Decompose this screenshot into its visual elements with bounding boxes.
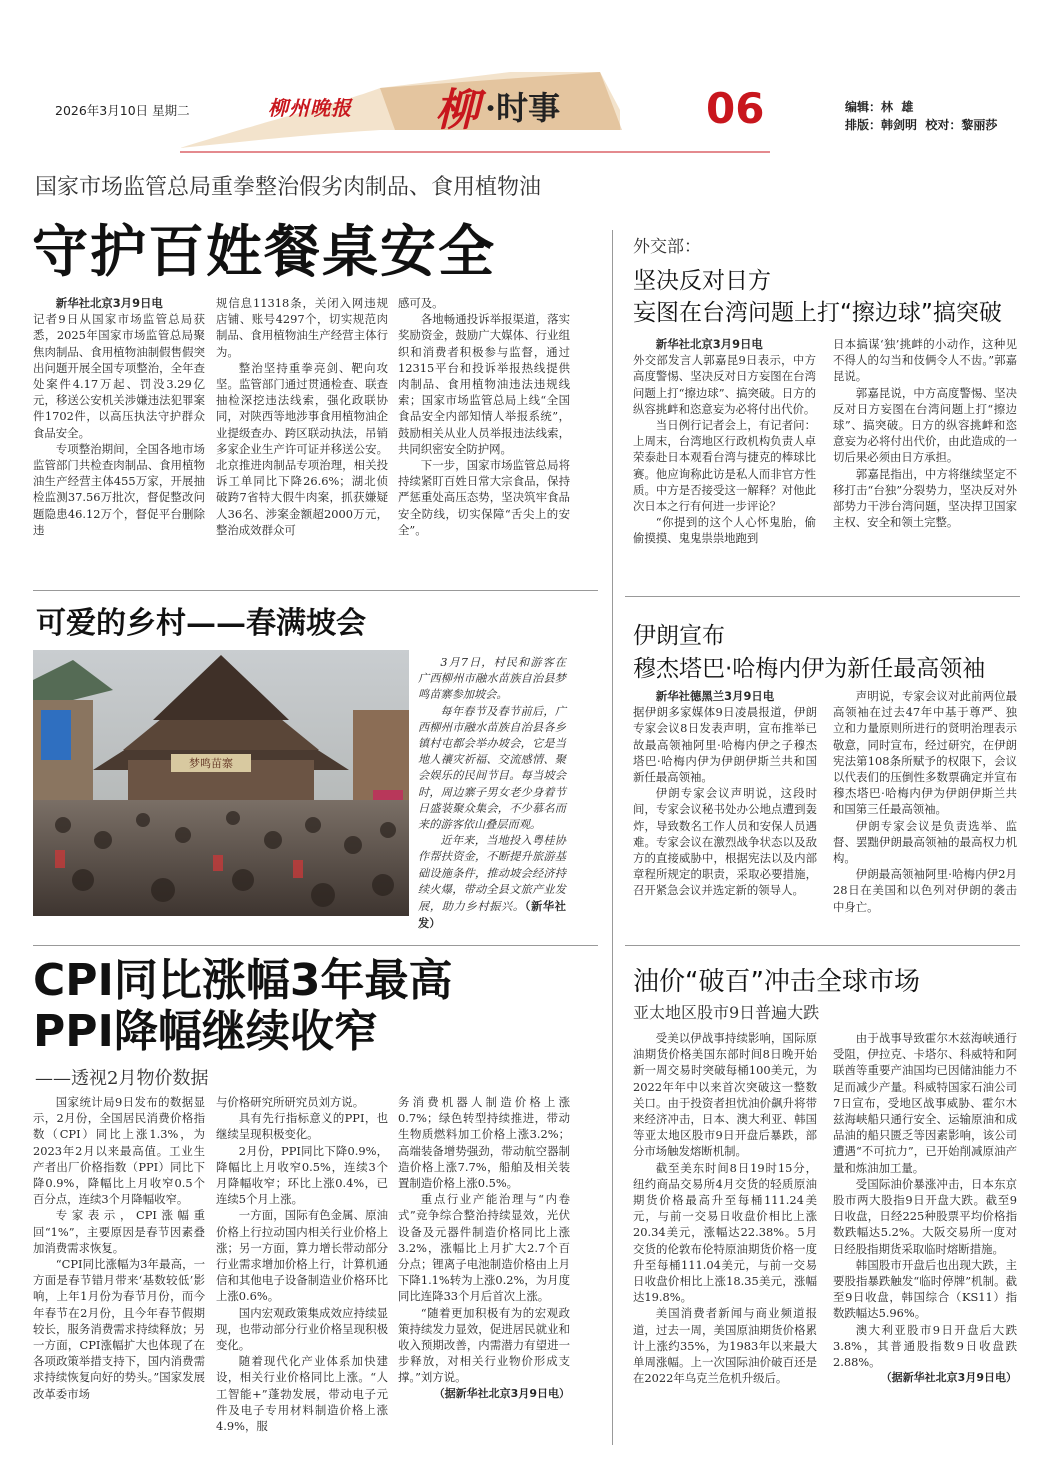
iran-title-line1: 伊朗宣布 [633,623,725,649]
paragraph: 声明说，专家会议对此前两位最高领袖在过去47年中基于尊严、独立和力量原则所进行的贤明治理表示敬意，同时宣布，经过研究，在伊朗宪法第108条所赋予的权限下，会议以代表们的压倒性多数票确定并宣布穆杰塔巴·哈梅内伊为伊朗伊斯兰共和国第三任最高领袖。 [833,689,1017,817]
section-char: 柳 [435,85,479,136]
paragraph: 2月份，PPI同比下降0.9%，降幅比上月收窄0.5%，连续3个月降幅收窄；环比上涨0.4%，已连续5个月上涨。 [216,1143,388,1207]
paragraph: 下一步，国家市场监管总局将持续紧盯百姓日常大宗食品，保持严惩重处高压态势，坚决筑牢食品安全防线，切实保障“舌尖上的安全”。 [398,458,570,537]
dateline: 新华社北京3月9日电 [55,296,163,310]
photo-sign: 梦鸣苗寨 [189,757,233,770]
paragraph: 国家统计局9日发布的数据显示，2月份，全国居民消费价格指数（CPI）同比上涨1.3%，为2023年2月以来最高值。工业生产者出厂价格指数（PPI）同比下降0.9%，降幅比上月收窄0.5个百分点，连续3个月降幅收窄。 [33,1095,205,1207]
column-divider [612,230,613,1445]
dateline: 新华社德黑兰3月9日电 [655,689,775,703]
food-headline: 守护百姓餐桌安全 [32,220,496,285]
paragraph: 一方面，国际有色金属、原油价格上行拉动国内相关行业价格上涨；另一方面，算力增长带动部分行业需求增加价格上行，计算机通信和其他电子设备制造业价格环比上涨0.6%。 [216,1208,388,1304]
paragraph: 务消费机器人制造价格上涨0.7%；绿色转型持续推进，带动生物质燃料加工价格上涨3.2%；高端装备增势强劲，带动航空器制造价格上涨7.7%，船舶及相关装置制造价格上涨0.5%。 [398,1095,570,1191]
paper-name-logo: 柳州晚报 [268,96,352,120]
food-col-2 [216,295,388,538]
paragraph: “CPI同比涨幅为3年最高，一方面是春节错月带来‘基数较低’影响，上年1月份为春节月份，而今年春节在2月份，且今年春节假期较长，服务消费需求持续释放；另一方面，CPI涨幅扩大也体现了在各项政策举措支持下，国内消费需求持续恢复向好的势头。”国家发展改革委市场 [33,1257,205,1401]
section-divider [625,945,1020,946]
paragraph: “随着更加积极有为的宏观政策持续发力显效，促进居民就业和收入预期改善，内需潜力有望进一步释放，对相关行业物价形成支撑。”刘方说。 [398,1305,570,1385]
paragraph: “你提到的这个人心怀鬼胎，偷偷摸摸、鬼鬼祟祟地跑到 [633,515,816,546]
paragraph: 整治坚持重拳亮剑、靶向攻坚。监管部门通过贯通检查、联查抽检深挖违法线索，强化政联协同，对陕西等地涉事食用植物油企业提级查办、跨区联动执法，吊销多家企业生产许可证并移送公安。北京推进肉制品专项治理，相关投诉工单同比下降26.6%；湖北侦破跨7省特大假牛肉案，抓获嫌疑人36名、涉案金额超2000万元，整治成效群众可 [216,360,388,537]
cpi-col-1 [33,1094,205,1402]
page-number: 06 [706,84,765,133]
paragraph: 专家表示，CPI涨幅重回“1%”，主要原因是春节因素叠加消费需求恢复。 [33,1208,205,1255]
iran-col-1 [633,688,817,899]
photo-credit: （新华社发） [418,899,566,931]
issue-date: 2026年3月10日 星期二 [55,103,190,118]
cpi-headline-line1: CPI同比涨幅3年最高 [33,955,453,1006]
iran-title-line2: 穆杰塔巴·哈梅内伊为新任最高领袖 [633,656,986,682]
paragraph: 由于战事导致霍尔木兹海峡通行受阻，伊拉克、卡塔尔、科威特和阿联酋等重要产油国均已因储油能力不足而减少产量。科威特国家石油公司7日宣布，受地区战事威胁、霍尔木兹海峡船只通行安全、运输原油和成品油的船只匮乏等因素影响，该公司遭遇“不可抗力”，已开始削减原油产量和炼油加工量。 [833,1031,1017,1175]
oil-col-1 [633,1030,817,1386]
paragraph: 受国际油价暴涨冲击，日本东京股市两大股指9日开盘大跌。截至9日收盘，日经225种股票平均价格指数跌幅达5.2%。大阪交易所一度对日经股指期货采取临时熔断措施。 [833,1176,1017,1256]
paragraph: 具有先行指标意义的PPI，也继续呈现积极变化。 [216,1111,388,1142]
village-caption [418,655,566,932]
paragraph: 感可及。 [398,296,444,310]
food-col-3 [398,295,570,538]
paragraph [418,833,566,932]
paragraph: 伊朗专家会议声明说，这段时间，专家会议秘书处办公地点遭到轰炸，导致数名工作人员和安保人员遇难。专家会议在激烈战争状态以及敌方的直接威胁中，根据宪法以及内部章程所规定的职责，采取必要措施，召开紧急会议并选定新的领导人。 [633,786,817,898]
paragraph: 截至美东时间8日19时15分，纽约商品交易所4月交货的轻质原油期货价格最高升至每桶111.24美元，与前一交易日收盘价相比上涨20.34美元，涨幅达22.38%。5月交货的伦敦布伦特原油期货价格一度升至每桶111.04美元，与前一交易日收盘价相比上涨18.35美元，涨幅达19.8%。 [633,1160,817,1305]
paragraph: 记者9日从国家市场监管总局获悉，2025年国家市场监管总局聚焦肉制品、食用植物油制假售假突出问题开展全国专项整治，全年查处案件4.17万起、罚没3.29亿元，移送公安机关涉嫌违法犯罪案件1702件，以高压执法守护群众食品安全。 [33,312,205,440]
mofa-kicker: 外交部： [633,237,701,257]
caption-text: 近年来，当地投入粤桂协作帮扶资金，不断提升旅游基础设施条件，推动坡会经济持续火爆，带动全县文旅产业发展，助力乡村振兴。 [418,834,566,914]
section-name: ·时事 [485,89,561,127]
paragraph: 受美以伊战事持续影响，国际原油期货价格美国东部时间8日晚开始新一周交易时突破每桶100美元，为2022年年中以来首次突破这一整数关口。由于投资者担忧油价飙升将带来经济冲击，日本、澳大利亚、韩国等亚太地区股市9日开盘后暴跌，部分市场触发熔断机制。 [633,1031,817,1159]
cpi-col-2 [216,1094,388,1434]
oil-subhead: 亚太地区股市9日普遍大跌 [633,1003,820,1022]
mofa-col-1 [633,336,816,547]
village-headline: 可爱的乡村——春满坡会 [36,606,366,641]
food-kicker: 国家市场监管总局重拳整治假劣肉制品、食用植物油 [35,175,542,200]
source-credit: （据新华社北京3月9日电） [433,1386,570,1400]
paragraph: 韩国股市开盘后也出现大跌，主要股指暴跌触发“临时停牌”机制。截至9日收盘，韩国综合（KS11）指数跌幅达5.96%。 [833,1257,1017,1321]
village-photo [33,650,409,916]
paragraph: 当日例行记者会上，有记者问：上周末，台湾地区行政机构负责人卓荣泰赴日本观看台湾与捷克的棒球比赛。他应询称此访是私人而非官方性质。中方是否接受这一解释？对他此次日本之行有何进一步评论？ [633,418,816,514]
section-divider [33,590,598,591]
paragraph: 各地畅通投诉举报渠道，落实奖励资金，鼓励广大媒体、行业组织和消费者积极参与监督，通过12315平台和投诉举报热线提供肉制品、食用植物油违法违规线索；国家市场监管总局上线“全国食品安全内部知情人举报系统”，鼓励相关从业人员举报违法线索，共同织密安全防护网。 [398,312,570,456]
oil-col-2 [833,1030,1017,1386]
mofa-title-line1: 坚决反对日方 [633,268,771,294]
iran-col-2 [833,688,1017,915]
paragraph: 伊朗专家会议是负责选举、监督、罢黜伊朗最高领袖的最高权力机构。 [833,818,1017,866]
oil-headline: 油价“破百”冲击全球市场 [633,967,920,997]
source-credit: （据新华社北京3月9日电） [880,1371,1017,1385]
paragraph: 每年春节及春节前后，广西柳州市融水苗族自治县各乡镇村屯都会举办坡会，它是当地人禳灾祈福、交流感情、聚会娱乐的民间节目。每当坡会时，周边寨子男女老少身着节日盛装聚众集会，不少慕名而来的游客依山叠层而观。 [418,704,566,832]
section-title [435,80,561,136]
cpi-col-3 [398,1094,570,1402]
paragraph: 外交部发言人郭嘉昆9日表示，中方高度警惕、坚决反对日方妄图在台湾问题上打“擦边球”、搞突破。日方的纵容挑衅和恣意妄为必将付出代价。 [633,353,816,416]
editor-credit: 编辑：林 雄 [845,100,914,114]
mofa-title-line2: 妄图在台湾问题上打“擦边球”搞突破 [633,300,1002,326]
cpi-headline-line2: PPI降幅继续收窄 [33,1006,378,1057]
layout-credit: 排版：韩剑明 校对：黎丽莎 [845,118,998,132]
paragraph: 据伊朗多家媒体9日凌晨报道，伊朗专家会议8日发表声明，宣布推举已故最高领袖阿里·哈梅内伊之子穆杰塔巴·哈梅内伊为伊朗伊斯兰共和国新任最高领袖。 [633,705,817,785]
cpi-subhead: ——透视2月物价数据 [35,1068,209,1089]
food-col-1 [33,295,205,538]
paragraph: 郭嘉昆说，中方高度警惕、坚决反对日方妄图在台湾问题上打“擦边球”、搞突破。日方的纵容挑衅和恣意妄为必将付出代价，由此造成的一切后果必须由日方承担。 [833,385,1017,465]
paragraph: 随着现代化产业体系加快建设，相关行业价格同比上涨。“人工智能+”蓬勃发展，带动电子元件及电子专用材料制造价格上涨4.9%，服 [216,1354,388,1434]
section-divider [33,945,598,946]
paragraph: 郭嘉昆指出，中方将继续坚定不移打击“台独”分裂势力，坚决反对外部势力干涉台湾问题，坚决捍卫国家主权、安全和领土完整。 [833,466,1017,530]
paragraph: 3月7日，村民和游客在广西柳州市融水苗族自治县梦鸣苗寨参加坡会。 [418,656,566,702]
paragraph: 重点行业产能治理与“内卷式”竞争综合整治持续显效，光伏设备及元器件制造价格同比上涨3.2%，涨幅比上月扩大2.7个百分点；锂离子电池制造价格由上月下降1.1%转为上涨0.2%，为月度同比连降33个月后首次上涨。 [398,1192,570,1304]
paragraph: 日本搞谋‘独’挑衅的小动作，这种见不得人的勾当和伎俩令人不齿。”郭嘉昆说。 [833,337,1017,384]
paragraph: 伊朗最高领袖阿里·哈梅内伊2月28日在美国和以色列对伊朗的袭击中身亡。 [833,867,1017,914]
dateline: 新华社北京3月9日电 [655,337,763,351]
paragraph: 规信息11318条，关闭入网违规店铺、账号4297个，切实规范肉制品、食用植物油生产经营主体行为。 [216,296,388,359]
paragraph: 国内宏观政策集成效应持续显现，也带动部分行业价格呈现积极变化。 [216,1305,388,1353]
paragraph: 专项整治期间，全国各地市场监管部门共检查肉制品、食用植物油生产经营主体455万家，开展抽检监测37.56万批次，督促整改问题隐患46.12万个，督促平台删除违 [33,441,205,537]
section-divider [625,596,1020,597]
paragraph: 与价格研究所研究员刘方说。 [216,1095,365,1109]
mofa-col-2 [833,336,1017,530]
paragraph: 澳大利亚股市9日开盘后大跌3.8%，其普通股指数9日收盘跌2.88%。 [833,1322,1017,1370]
paragraph: 美国消费者新闻与商业频道报道，过去一周，美国原油期货价格累计上涨约35%，为1983年以来最大单周涨幅。上一次国际油价破百还是在2022年乌克兰危机升级后。 [633,1306,817,1386]
